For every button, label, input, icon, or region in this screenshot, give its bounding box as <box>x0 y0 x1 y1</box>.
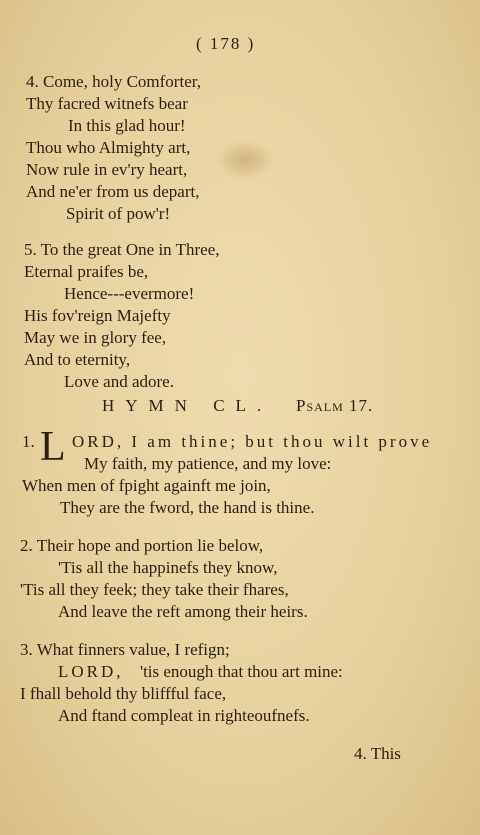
stanza4-line-4: Thou who Almighty art, <box>26 138 191 157</box>
verse1-line-4: They are the fword, the hand is thine. <box>60 498 315 517</box>
stanza4-line-1: 4. Come, holy Comforter, <box>26 72 201 91</box>
paper-stain <box>215 140 275 180</box>
verse2-line-1: 2. Their hope and portion lie below, <box>20 536 264 555</box>
drop-cap-letter: L <box>40 424 66 470</box>
verse3-line-2: 'tis enough that thou art mine: <box>140 662 343 681</box>
stanza4-line-3: In this glad hour! <box>68 116 186 135</box>
verse1-number: 1. <box>22 432 35 451</box>
stanza5-line-7: Love and adore. <box>64 372 174 391</box>
stanza4-line-2: Thy facred witnefs bear <box>26 94 188 113</box>
verse1-line-1: ORD, I am thine; but thou wilt prove <box>72 432 433 451</box>
verse3-line-3: I fhall behold thy bliffful face, <box>20 684 227 703</box>
catchword: 4. This <box>354 744 401 763</box>
stanza4-line-7: Spirit of pow'r! <box>66 204 171 223</box>
verse3-lord: LORD, <box>58 662 124 681</box>
stanza4-line-5: Now rule in ev'ry heart, <box>26 160 188 179</box>
verse2-line-2: 'Tis all the happinefs they know, <box>58 558 278 577</box>
verse3-line-1: 3. What finners value, I refign; <box>20 640 230 659</box>
verse1-line-2: My faith, my patience, and my love: <box>84 454 332 473</box>
verse2-line-3: 'Tis all they feek; they take their fhares, <box>20 580 289 599</box>
stanza5-line-5: May we in glory fee, <box>24 328 167 347</box>
stanza5-line-1: 5. To the great One in Three, <box>24 240 220 259</box>
stanza4-line-6: And ne'er from us depart, <box>26 182 200 201</box>
verse2-line-4: And leave the reft among their heirs. <box>58 602 308 621</box>
hymn-reference: Psalm 17. <box>296 396 374 415</box>
verse1-line-3: When men of fpight againft me join, <box>22 476 271 495</box>
stanza5-line-3: Hence---evermore! <box>64 284 195 303</box>
stanza5-line-6: And to eternity, <box>24 350 131 369</box>
stanza5-line-2: Eternal praifes be, <box>24 262 149 281</box>
stanza5-line-4: His fov'reign Majefty <box>24 306 171 325</box>
page-number: ( 178 ) <box>196 34 256 53</box>
hymn-title: HYMN CL. <box>102 396 273 415</box>
verse3-line-4: And ftand compleat in righteoufnefs. <box>58 706 310 725</box>
